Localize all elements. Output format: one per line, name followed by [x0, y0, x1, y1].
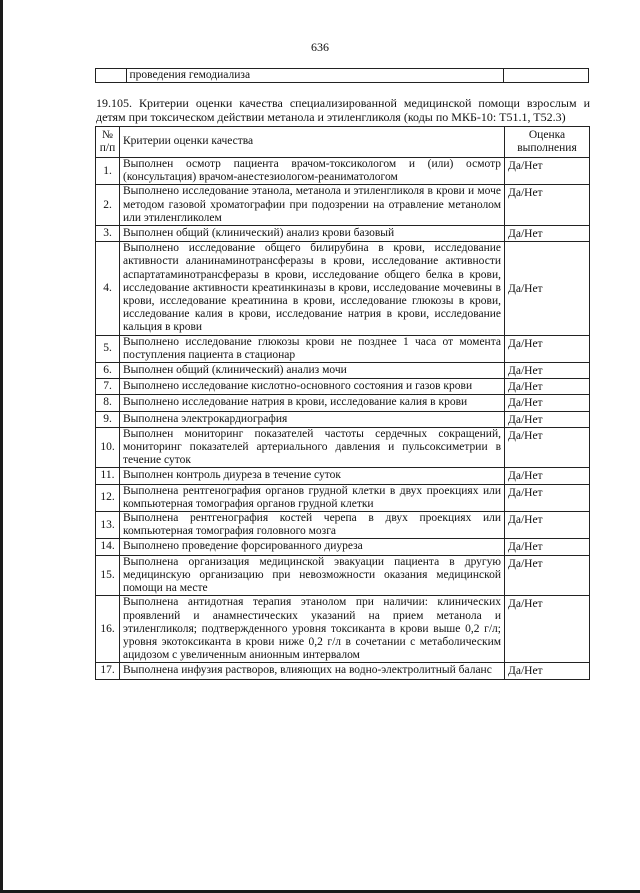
criterion-text: Выполнено проведение форсированного диуреза — [120, 539, 505, 555]
row-number: 13. — [96, 512, 120, 539]
evaluation: Да/Нет — [505, 158, 590, 185]
criterion-text: Выполнена рентгенография органов грудной клетки в двух проекциях или компьютерная томография органов грудной клетки — [120, 484, 505, 511]
evaluation: Да/Нет — [505, 395, 590, 411]
evaluation: Да/Нет — [505, 555, 590, 596]
criterion-text: Выполнен мониторинг показателей частоты сердечных сокращений, мониторинг показателей артериального давления и пульсоксиметрии в течение суток — [120, 427, 505, 468]
table-row — [96, 484, 590, 511]
section-heading: 19.105. Критерии оценки качества специализированной медицинской помощи взрослым и детям при токсическом действии метанола и этиленгликоля (коды по МКБ-10: T51.1, T52.3) — [96, 96, 590, 124]
evaluation: Да/Нет — [505, 663, 590, 679]
row-number: 10. — [96, 427, 120, 468]
evaluation: Да/Нет — [505, 468, 590, 484]
row-number: 8. — [96, 395, 120, 411]
table-row — [96, 335, 590, 362]
evaluation: Да/Нет — [505, 596, 590, 663]
header-evaluation: Оценка выполнения — [505, 127, 590, 158]
evaluation: Да/Нет — [505, 185, 590, 226]
row-number: 4. — [96, 242, 120, 335]
evaluation: Да/Нет — [505, 379, 590, 395]
evaluation: Да/Нет — [505, 335, 590, 362]
row-number: 16. — [96, 596, 120, 663]
evaluation: Да/Нет — [505, 539, 590, 555]
table-row — [96, 555, 590, 596]
evaluation — [504, 69, 589, 83]
criterion-text: проведения гемодиализа — [126, 69, 504, 83]
row-number: 7. — [96, 379, 120, 395]
table-row — [96, 242, 590, 335]
row-number: 6. — [96, 363, 120, 379]
evaluation: Да/Нет — [505, 363, 590, 379]
table-row — [96, 395, 590, 411]
criterion-text: Выполнена инфузия растворов, влияющих на водно-электролитный баланс — [120, 663, 505, 679]
criterion-text: Выполнен общий (клинический) анализ крови базовый — [120, 226, 505, 242]
criterion-text: Выполнено исследование этанола, метанола и этиленгликоля в крови и моче методом газовой хроматографии при подозрении на отравление метанолом или этиленгликолем — [120, 185, 505, 226]
row-number: 5. — [96, 335, 120, 362]
previous-table-fragment — [95, 68, 589, 83]
scan-edge-left — [0, 0, 3, 893]
header-number: № п/п — [96, 127, 120, 158]
table-row — [96, 226, 590, 242]
evaluation: Да/Нет — [505, 512, 590, 539]
table-row — [96, 512, 590, 539]
header-criteria: Критерии оценки качества — [120, 127, 505, 158]
criterion-text: Выполнена организация медицинской эвакуации пациента в другую медицинскую организацию при невозможности оказания медицинской помощи на месте — [120, 555, 505, 596]
criteria-table — [95, 126, 590, 680]
criterion-text: Выполнен общий (клинический) анализ мочи — [120, 363, 505, 379]
table-row — [96, 411, 590, 427]
table-header-row — [96, 127, 590, 158]
row-number: 12. — [96, 484, 120, 511]
row-number: 1. — [96, 158, 120, 185]
criterion-text: Выполнено исследование натрия в крови, исследование калия в крови — [120, 395, 505, 411]
table-row — [96, 539, 590, 555]
criterion-text: Выполнена электрокардиография — [120, 411, 505, 427]
page-number: 636 — [311, 40, 329, 54]
table-row — [96, 158, 590, 185]
table-row — [96, 363, 590, 379]
criterion-text: Выполнен контроль диуреза в течение суток — [120, 468, 505, 484]
criterion-text: Выполнен осмотр пациента врачом-токсикологом и (или) осмотр (консультация) врачом-анестезиологом-реаниматологом — [120, 158, 505, 185]
table-row — [96, 427, 590, 468]
evaluation: Да/Нет — [505, 411, 590, 427]
criterion-text: Выполнено исследование общего билирубина в крови, исследование активности аланинаминотрансферазы в крови, исследование активности аспартатаминотрансферазы в крови, исследование общего белка в крови, исследование активности креатинкиназы в крови, исследование мочевины в крови, исследование креатинина в крови, исследование глюкозы в крови, исследование калия в крови, исследование натрия в крови, исследование кальция в крови — [120, 242, 505, 335]
row-number — [96, 69, 127, 83]
row-number: 2. — [96, 185, 120, 226]
evaluation: Да/Нет — [505, 226, 590, 242]
criterion-text: Выполнена рентгенография костей черепа в двух проекциях или компьютерная томография головного мозга — [120, 512, 505, 539]
table-row — [96, 596, 590, 663]
evaluation: Да/Нет — [505, 242, 590, 335]
table-row — [96, 69, 589, 83]
table-row — [96, 468, 590, 484]
row-number: 14. — [96, 539, 120, 555]
row-number: 17. — [96, 663, 120, 679]
evaluation: Да/Нет — [505, 427, 590, 468]
row-number: 9. — [96, 411, 120, 427]
row-number: 3. — [96, 226, 120, 242]
table-row — [96, 379, 590, 395]
table-row — [96, 185, 590, 226]
criterion-text: Выполнено исследование глюкозы крови не позднее 1 часа от момента поступления пациента в стационар — [120, 335, 505, 362]
evaluation: Да/Нет — [505, 484, 590, 511]
row-number: 15. — [96, 555, 120, 596]
row-number: 11. — [96, 468, 120, 484]
criterion-text: Выполнена антидотная терапия этанолом при наличии: клинических проявлений и анамнестических указаний на прием метанола и этиленгликоля; подтвержденного уровня токсиканта в крови выше 0,2 г/л; уровня экотоксиканта в крови ниже 0,2 г/л в сочетании с метаболическим ацидозом с увеличенным анионным интервалом — [120, 596, 505, 663]
table-row — [96, 663, 590, 679]
criterion-text: Выполнено исследование кислотно-основного состояния и газов крови — [120, 379, 505, 395]
